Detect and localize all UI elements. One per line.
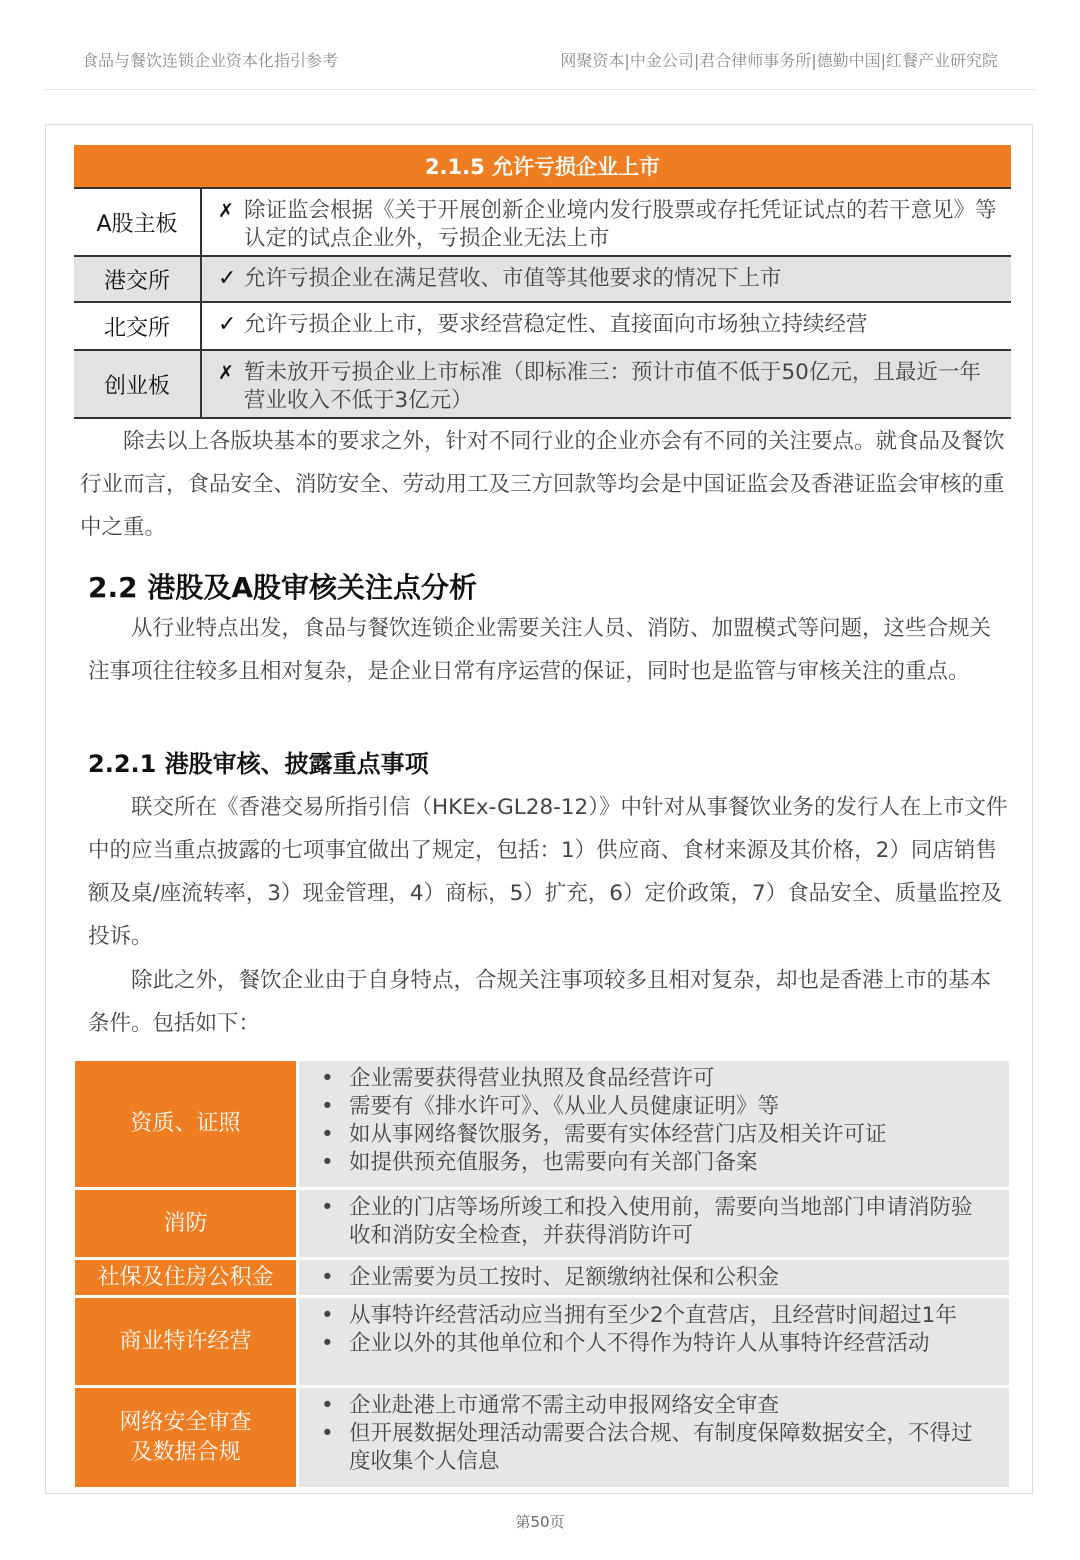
- row-label: 北交所: [74, 303, 202, 349]
- table-row-licenses: [75, 1061, 1009, 1190]
- row-content: [299, 1298, 1009, 1385]
- loss-listing-table-title: 2.1.5 允许亏损企业上市: [74, 145, 1011, 187]
- paragraph-industry-focus: 除去以上各版块基本的要求之外，针对不同行业的企业亦会有不同的关注要点。就食品及餐饮行业而言，食品安全、消防安全、劳动用工及三方回款等均会是中国证监会及香港证监会审核的重中之重。: [80, 429, 1005, 540]
- row-content: [299, 1061, 1009, 1187]
- row-label: 资质、证照: [75, 1061, 299, 1187]
- section-heading-2-2-1: 2.2.1 港股审核、披露重点事项: [88, 750, 429, 778]
- table-row-social-security: [75, 1260, 1009, 1298]
- list-item: • 但开展数据处理活动需要合法合规、有制度保障数据安全，不得过度收集个人信息: [317, 1420, 993, 1476]
- table-row-hkex: [74, 255, 1011, 301]
- row-content: [202, 303, 1011, 349]
- table-row-chinext: [74, 349, 1011, 419]
- list-item: • 企业需要获得营业执照及食品经营许可: [317, 1065, 993, 1093]
- list-item: • 企业以外的其他单位和个人不得作为特许人从事特许经营活动: [317, 1330, 993, 1358]
- row-text: 暂未放开亏损企业上市标准（即标准三：预计市值不低于50亿元，且最近一年营业收入不低于3亿元）: [244, 360, 981, 413]
- section-heading-2-2: 2.2 港股及A股审核关注点分析: [88, 571, 478, 604]
- row-label: A股主板: [74, 189, 202, 255]
- row-label: 创业板: [74, 351, 202, 417]
- row-label: 港交所: [74, 257, 202, 301]
- row-content: [299, 1388, 1009, 1487]
- header-publishers: 网聚资本|中金公司|君合律师事务所|德勤中国|红餐产业研究院: [560, 51, 998, 70]
- row-label: 网络安全审查 及数据合规: [75, 1388, 299, 1487]
- header-divider: [44, 89, 1036, 90]
- row-text: 除证监会根据《关于开展创新企业境内发行股票或存托凭证试点的若干意见》等认定的试点企业外，亏损企业无法上市: [244, 198, 997, 251]
- loss-listing-table: [74, 145, 1011, 419]
- table-row-data-compliance: [75, 1388, 1009, 1487]
- paragraph-hkex-guidance: 联交所在《香港交易所指引信（HKEx-GL28-12）》中针对从事餐饮业务的发行人在上市文件中的应当重点披露的七项事宜做出了规定，包括：1）供应商、食材来源及其价格，2）同店销售额及桌/座流转率，3）现金管理，4）商标，5）扩充，6）定价政策，7）食品安全、质量监控及投诉。: [88, 795, 1008, 949]
- list-item: • 如从事网络餐饮服务，需要有实体经营门店及相关许可证: [317, 1121, 993, 1149]
- table-row-a-share-main: [74, 187, 1011, 255]
- list-item: • 从事特许经营活动应当拥有至少2个直营店，且经营时间超过1年: [317, 1302, 993, 1330]
- header-doc-title: 食品与餐饮连锁企业资本化指引参考: [82, 51, 339, 70]
- row-content: [299, 1190, 1009, 1257]
- paragraph-compliance-focus: 从行业特点出发，食品与餐饮连锁企业需要关注人员、消防、加盟模式等问题，这些合规关注事项往往较多且相对复杂，是企业日常有序运营的保证，同时也是监管与审核关注的重点。: [88, 616, 992, 684]
- list-item: • 企业赴港上市通常不需主动申报网络安全审查: [317, 1392, 993, 1420]
- list-item: • 需要有《排水许可》、《从业人员健康证明》等: [317, 1093, 993, 1121]
- check-icon: ✓: [218, 312, 237, 337]
- row-content: [202, 189, 1011, 255]
- row-label: 社保及住房公积金: [75, 1260, 299, 1295]
- check-icon: ✓: [218, 266, 237, 291]
- hk-compliance-table: [75, 1061, 1009, 1487]
- row-text: 允许亏损企业上市，要求经营稳定性、直接面向市场独立持续经营: [244, 312, 868, 337]
- page-number: 第50页: [515, 1513, 565, 1531]
- list-item: • 如提供预充值服务，也需要向有关部门备案: [317, 1149, 993, 1177]
- list-item: • 企业的门店等场所竣工和投入使用前，需要向当地部门申请消防验收和消防安全检查，并获得消防许可: [317, 1194, 993, 1250]
- cross-icon: ✗: [218, 200, 234, 222]
- table-row-bse: [74, 301, 1011, 349]
- row-content: [202, 257, 1011, 301]
- cross-icon: ✗: [218, 362, 234, 384]
- table-row-fire-safety: [75, 1190, 1009, 1260]
- row-label: 商业特许经营: [75, 1298, 299, 1385]
- paragraph-basic-conditions: 除此之外，餐饮企业由于自身特点，合规关注事项较多且相对复杂，却也是香港上市的基本条件。包括如下：: [88, 968, 992, 1036]
- row-content: [299, 1260, 1009, 1295]
- row-text: 允许亏损企业在满足营收、市值等其他要求的情况下上市: [244, 266, 782, 291]
- row-label: 消防: [75, 1190, 299, 1257]
- table-row-franchise: [75, 1298, 1009, 1388]
- row-content: [202, 351, 1011, 417]
- list-item: • 企业需要为员工按时、足额缴纳社保和公积金: [317, 1264, 993, 1292]
